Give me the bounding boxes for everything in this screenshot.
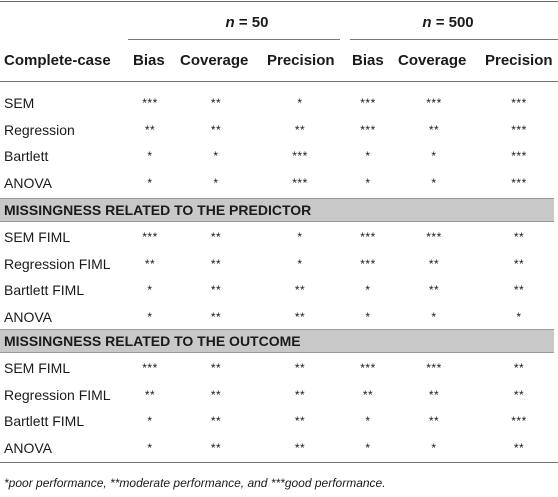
row-label: Bartlett FIML: [4, 413, 85, 429]
rating-cell: **: [210, 230, 222, 244]
rating-cell: **: [294, 414, 306, 428]
rating-cell: ***: [360, 256, 376, 271]
row-label: ANOVA: [4, 439, 52, 456]
rating-cell: *: [431, 440, 437, 455]
rating-cell: ***: [511, 149, 527, 163]
rating-cell: ***: [511, 175, 527, 190]
rating-cell: *: [365, 309, 371, 324]
table-row: [0, 382, 558, 408]
table-bottom-rule: [0, 462, 558, 463]
rating-cell: **: [210, 122, 222, 137]
table-row: [0, 224, 558, 250]
rating-cell: **: [362, 387, 374, 402]
section-title-predictor: MISSINGNESS RELATED TO THE PREDICTOR: [4, 202, 312, 218]
rating-cell: **: [513, 440, 525, 455]
rating-cell: *: [365, 175, 371, 190]
rating-cell: *: [147, 414, 153, 428]
rating-cell: *: [213, 175, 219, 190]
col-header-coverage-n50: Coverage: [180, 52, 249, 69]
rating-cell: **: [210, 309, 222, 324]
rating-cell: ***: [511, 414, 527, 428]
row-label: Regression FIML: [4, 255, 111, 272]
rating-cell: ***: [426, 230, 442, 244]
rating-cell: **: [210, 283, 222, 297]
rating-cell: **: [513, 387, 525, 402]
rating-cell: ***: [142, 96, 158, 110]
table-row: [0, 170, 558, 196]
row-label: ANOVA: [4, 308, 52, 325]
col-header-precision-n50: Precision: [267, 52, 335, 69]
rating-cell: **: [513, 256, 525, 271]
rating-cell: **: [210, 414, 222, 428]
row-label-header: Complete-case: [4, 52, 111, 69]
rating-cell: **: [210, 96, 222, 110]
rating-cell: ***: [426, 96, 442, 110]
table-top-rule: [0, 1, 558, 2]
rating-cell: *: [147, 175, 153, 190]
rating-cell: **: [428, 122, 440, 137]
rating-cell: **: [294, 122, 306, 137]
rating-cell: *: [297, 96, 303, 110]
section-predictor: [0, 198, 554, 222]
rating-cell: ***: [360, 230, 376, 244]
table-row: [0, 117, 558, 143]
rating-cell: *: [297, 256, 303, 271]
table-footnote: *poor performance, **moderate performance, and ***good performance.: [4, 476, 386, 490]
rating-cell: *: [431, 149, 437, 163]
rating-cell: *: [431, 175, 437, 190]
rating-cell: ***: [360, 122, 376, 137]
rating-cell: *: [147, 440, 153, 455]
rating-cell: ***: [142, 361, 158, 375]
group-rule-n50: [128, 39, 340, 40]
rating-cell: **: [428, 256, 440, 271]
rating-cell: *: [213, 149, 219, 163]
rating-cell: **: [428, 283, 440, 297]
rating-cell: *: [297, 230, 303, 244]
row-label: Bartlett FIML: [4, 282, 85, 298]
rating-cell: **: [144, 387, 156, 402]
rating-cell: ***: [426, 361, 442, 375]
table-row: [0, 90, 558, 116]
group-rule-n500: [350, 39, 558, 40]
table-row: [0, 355, 558, 381]
row-label: SEM: [4, 95, 35, 111]
rating-cell: **: [513, 361, 525, 375]
rating-cell: ***: [511, 122, 527, 137]
row-label: SEM FIML: [4, 229, 71, 245]
rating-cell: *: [147, 283, 153, 297]
table-row: [0, 251, 558, 277]
row-label: Regression: [4, 121, 75, 138]
rating-cell: *: [365, 440, 371, 455]
rating-cell: **: [294, 283, 306, 297]
rating-cell: **: [428, 414, 440, 428]
rating-cell: *: [365, 149, 371, 163]
group-header-n50: n = 50: [225, 14, 269, 31]
rating-cell: **: [428, 387, 440, 402]
rating-cell: **: [294, 440, 306, 455]
rating-cell: ***: [292, 175, 308, 190]
rating-cell: *: [147, 309, 153, 324]
row-label: Bartlett: [4, 148, 49, 164]
rating-cell: **: [144, 122, 156, 137]
col-header-bias-n50: Bias: [133, 52, 165, 69]
header-rule: [0, 81, 558, 82]
rating-cell: **: [210, 361, 222, 375]
row-label: Regression FIML: [4, 386, 111, 403]
row-label: ANOVA: [4, 174, 52, 191]
rating-cell: **: [210, 256, 222, 271]
rating-cell: *: [516, 309, 522, 324]
rating-cell: **: [210, 440, 222, 455]
rating-cell: ***: [511, 96, 527, 110]
col-header-bias-n500: Bias: [352, 52, 384, 69]
table-row: [0, 435, 558, 461]
rating-cell: *: [431, 309, 437, 324]
rating-cell: **: [144, 256, 156, 271]
rating-cell: **: [210, 387, 222, 402]
rating-cell: **: [294, 361, 306, 375]
table-row: [0, 408, 558, 434]
rating-cell: *: [365, 283, 371, 297]
rating-cell: ***: [360, 361, 376, 375]
rating-cell: *: [147, 149, 153, 163]
rating-cell: **: [294, 387, 306, 402]
table-row: [0, 304, 558, 330]
rating-cell: **: [294, 309, 306, 324]
rating-cell: ***: [142, 230, 158, 244]
col-header-coverage-n500: Coverage: [398, 52, 467, 69]
rating-cell: *: [365, 414, 371, 428]
row-label: SEM FIML: [4, 360, 71, 376]
section-outcome: [0, 329, 554, 353]
section-title-outcome: MISSINGNESS RELATED TO THE OUTCOME: [4, 333, 301, 349]
rating-cell: **: [513, 230, 525, 244]
rating-cell: ***: [292, 149, 308, 163]
group-header-n500: n = 500: [422, 14, 474, 31]
table-row: [0, 277, 558, 303]
rating-cell: ***: [360, 96, 376, 110]
rating-cell: **: [513, 283, 525, 297]
table-row: [0, 143, 558, 169]
col-header-precision-n500: Precision: [485, 52, 553, 69]
